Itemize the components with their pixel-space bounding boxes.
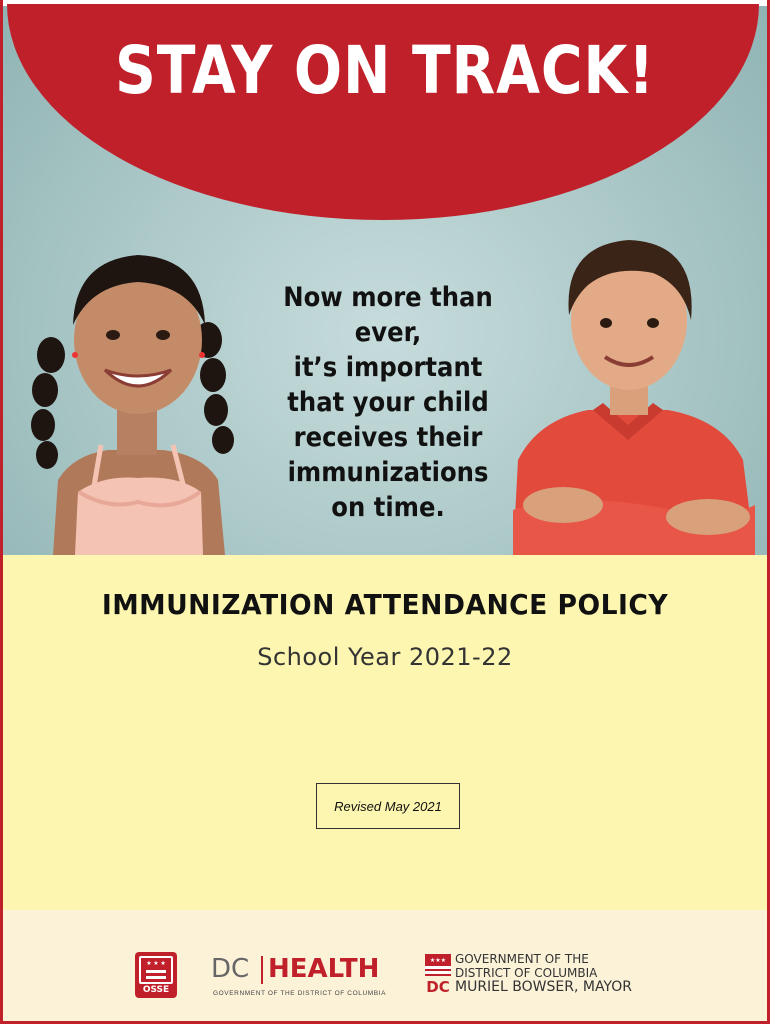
gov-line-1: GOVERNMENT OF THE [455, 952, 589, 966]
gov-line-3: MURIEL BOWSER, MAYOR [455, 979, 632, 995]
dc-flag-icon [425, 954, 451, 994]
message-line: it’s important [293, 352, 483, 383]
dc-health-subtitle: GOVERNMENT OF THE DISTRICT OF COLUMBIA [213, 990, 387, 997]
gov-line-2: DISTRICT OF COLUMBIA [455, 966, 598, 980]
dc-health-divider [261, 956, 263, 984]
policy-title: IMMUNIZATION ATTENDANCE POLICY [101, 588, 669, 621]
message-line: immunizations [287, 457, 489, 488]
dc-health-logo [211, 954, 391, 1000]
smiling-girl-photo [13, 230, 263, 555]
dc-government-logo [425, 952, 665, 996]
headline: STAY ON TRACK! [115, 32, 655, 109]
message-line: on time. [331, 492, 445, 523]
revised-date: Revised May 2021 [334, 798, 442, 814]
message-line: that your child [287, 387, 489, 418]
svg-text:DC: DC [426, 978, 450, 994]
osse-flag-mark [139, 956, 173, 984]
message-line: receives their [293, 422, 483, 453]
svg-text:★★★: ★★★ [429, 957, 447, 964]
osse-label: OSSE [142, 985, 170, 995]
dc-health-dc: DC [211, 954, 250, 984]
dc-health-health: HEALTH [268, 954, 380, 984]
bars-icon [146, 970, 166, 982]
footer-logos [3, 910, 767, 1021]
osse-logo [135, 952, 177, 998]
smiling-boy-photo [493, 225, 767, 555]
immunization-message [249, 280, 528, 525]
revised-date-box [316, 783, 460, 829]
message-line: Now more than ever, [283, 282, 493, 348]
star-icon: ★ ★ ★ [146, 961, 166, 967]
school-year: School Year 2021-22 [257, 643, 513, 671]
hero-section [3, 0, 767, 555]
